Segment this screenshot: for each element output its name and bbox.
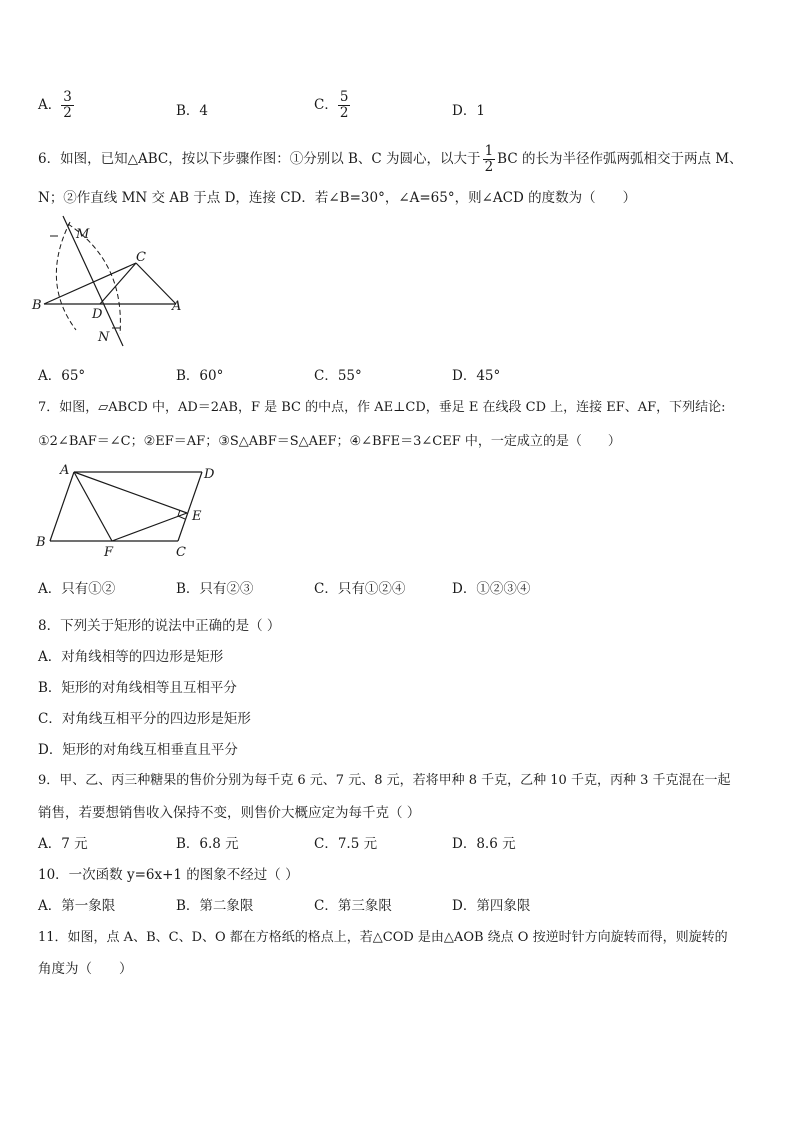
q7-segment-ba bbox=[50, 472, 74, 541]
q8-option-c[interactable]: C．对角线互相平分的四边形是矩形 bbox=[38, 711, 251, 727]
q7-stem-line1: 7．如图，▱ABCD 中，AD＝2AB，F 是 BC 的中点，作 AE⊥CD，垂足 E 在线段 CD 上，连接 EF、AF，下列结论: bbox=[38, 400, 726, 415]
q7-option-c[interactable]: C．只有①②④ bbox=[314, 581, 406, 597]
q6-segment-bc bbox=[44, 263, 136, 304]
q7-stem-line2: ①2∠BAF＝∠C；②EF＝AF；③S△ABF＝S△AEF；④∠BFE＝3∠CEF 中，一定成立的是（ ） bbox=[38, 434, 621, 449]
q10-option-d[interactable]: D．第四象限 bbox=[452, 898, 531, 914]
q5-option-a-fraction: $\frac{3}{2}$ bbox=[63, 89, 72, 121]
q8-option-d[interactable]: D．矩形的对角线互相垂直且平分 bbox=[38, 742, 238, 758]
q6-label-d: D bbox=[92, 307, 103, 322]
q7-label-d: D bbox=[204, 467, 215, 482]
q10-option-a[interactable]: A．第一象限 bbox=[38, 898, 116, 914]
q7-option-b[interactable]: B．只有②③ bbox=[176, 581, 254, 597]
q7-segment-ae bbox=[74, 472, 187, 513]
q7-segment-af bbox=[74, 472, 112, 541]
q7-segment-dc bbox=[178, 472, 202, 541]
q5-option-c-fraction: $\frac{5}{2}$ bbox=[339, 89, 349, 121]
q6-option-c[interactable]: C．55° bbox=[314, 368, 362, 384]
q7-figure bbox=[30, 460, 230, 560]
q5-option-b[interactable]: B．4 bbox=[176, 103, 209, 119]
q6-label-c: C bbox=[136, 250, 146, 265]
q6-stem-line1: 6．如图，已知△ABC，按以下步骤作图：①分别以 B、C 为圆心，以大于 $\frac{1}{2}$ BC 的长为半径作弧两弧相交于两点 M、 bbox=[38, 143, 743, 175]
q10-option-b[interactable]: B．第二象限 bbox=[176, 898, 254, 914]
q7-label-f: F bbox=[104, 545, 114, 560]
q11-stem-line1: 11．如图，点 A、B、C、D、O 都在方格纸的格点上，若△COD 是由△AOB 绕点 O 按逆时针方向旋转而得，则旋转的 bbox=[38, 930, 728, 945]
q7-label-b: B bbox=[36, 535, 46, 550]
q6-figure bbox=[30, 212, 200, 352]
q8-option-b[interactable]: B．矩形的对角线相等且互相平分 bbox=[38, 680, 237, 696]
q6-option-a[interactable]: A．65° bbox=[38, 368, 86, 384]
q5-option-a[interactable]: A． $\frac{3}{2}$ bbox=[38, 89, 72, 121]
q6-option-d[interactable]: D．45° bbox=[452, 368, 501, 384]
q7-label-a: A bbox=[60, 463, 70, 478]
q9-option-c[interactable]: C．7.5 元 bbox=[314, 836, 378, 852]
q6-label-n: N bbox=[98, 330, 110, 345]
q8-stem: 8．下列关于矩形的说法中正确的是（ ） bbox=[38, 618, 281, 634]
q6-stem-line2: N；②作直线 MN 交 AB 于点 D，连接 CD．若∠B=30°，∠A=65°，则∠ACD 的度数为（ ） bbox=[38, 190, 637, 206]
q10-option-c[interactable]: C．第三象限 bbox=[314, 898, 392, 914]
q7-segment-fe bbox=[112, 513, 187, 541]
q7-option-a[interactable]: A．只有①② bbox=[38, 581, 116, 597]
q5-option-c[interactable]: C． $\frac{5}{2}$ bbox=[314, 89, 349, 121]
q7-label-c: C bbox=[176, 545, 186, 560]
q6-label-a: A bbox=[172, 299, 182, 314]
q6-option-b[interactable]: B．60° bbox=[176, 368, 224, 384]
q9-stem-line2: 销售，若要想销售收入保持不变，则售价大概应定为每千克（ ） bbox=[38, 805, 421, 821]
q5-option-d[interactable]: D．1 bbox=[452, 103, 485, 119]
q9-option-b[interactable]: B．6.8 元 bbox=[176, 836, 239, 852]
q11-stem-line2: 角度为（ ） bbox=[38, 961, 133, 977]
q6-label-m: M bbox=[76, 227, 90, 242]
q8-option-a[interactable]: A．对角线相等的四边形是矩形 bbox=[38, 649, 224, 665]
q7-label-e: E bbox=[192, 509, 202, 524]
q10-stem: 10．一次函数 y=6x+1 的图象不经过（ ） bbox=[38, 867, 299, 883]
q6-label-b: B bbox=[32, 298, 42, 313]
q6-fraction: $\frac{1}{2}$ bbox=[484, 143, 494, 175]
q7-option-d[interactable]: D．①②③④ bbox=[452, 581, 531, 597]
q9-option-a[interactable]: A．7 元 bbox=[38, 836, 88, 852]
q9-stem-line1: 9．甲、乙、丙三种糖果的售价分别为每千克 6 元、7 元、8 元，若将甲种 8 千克，乙种 10 千克，丙种 3 千克混在一起 bbox=[38, 773, 731, 788]
q6-segment-ca bbox=[136, 263, 176, 304]
q9-option-d[interactable]: D．8.6 元 bbox=[452, 836, 516, 852]
